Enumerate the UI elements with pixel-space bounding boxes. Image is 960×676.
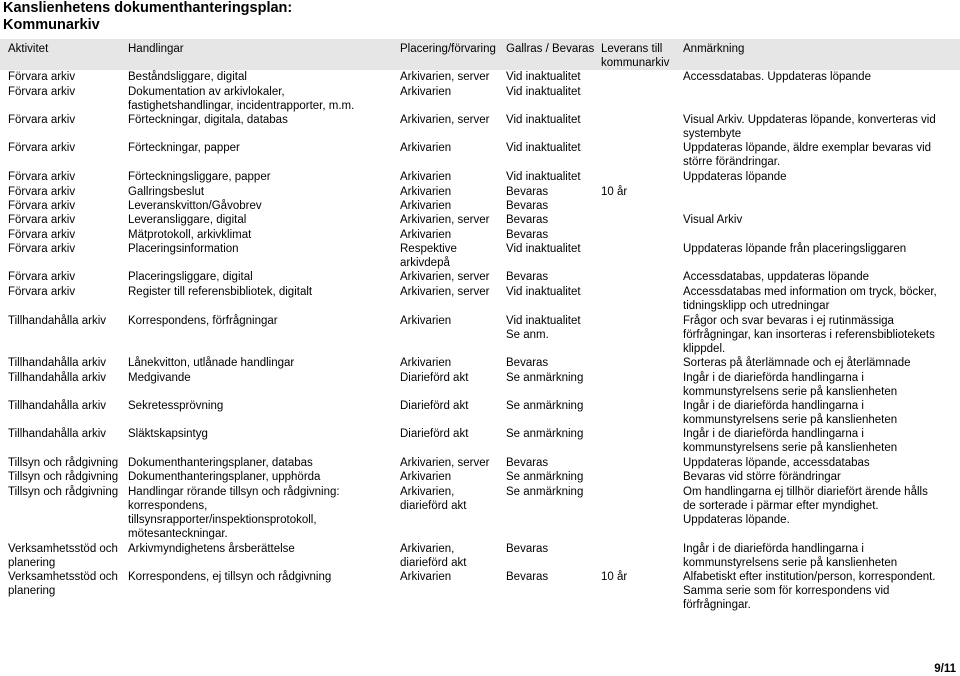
cell-handlingar: Medgivande [128, 372, 191, 384]
cell-placering: Diarieförd akt [400, 372, 469, 384]
cell-handlingar: Placeringsinformation [128, 243, 239, 255]
cell-aktivitet: Förvara arkiv [8, 71, 76, 83]
cell-anmarkning: Sorteras på återlämnade och ej återlämnade [683, 357, 911, 369]
cell-anmarkning: Uppdateras löpande [683, 171, 787, 183]
cell-anmarkning: Ingår i de diarieförda handlingarna i kommunstyrelsens serie på kanslienheten [683, 428, 898, 454]
cell-aktivitet: Tillhandahålla arkiv [8, 315, 107, 327]
cell-handlingar: Förteckningar, digitala, databas [128, 114, 288, 126]
cell-placering: Arkivarien, server [400, 71, 490, 83]
cell-aktivitet: Förvara arkiv [8, 271, 76, 283]
cell-handlingar: Beståndsliggare, digital [128, 71, 247, 83]
cell-gallras: Bevaras [506, 186, 549, 198]
cell-placering: Arkivarien [400, 571, 452, 583]
cell-anmarkning: Bevaras vid större förändringar [683, 471, 841, 483]
title-line-2: Kommunarkiv [3, 17, 100, 33]
cell-anmarkning: Visual Arkiv. Uppdateras löpande, konverteras vid systembyte [683, 114, 936, 140]
cell-handlingar: Korrespondens, ej tillsyn och rådgivning [128, 571, 332, 583]
cell-handlingar: Register till referensbibliotek, digitalt [128, 286, 313, 298]
cell-aktivitet: Förvara arkiv [8, 142, 76, 154]
cell-anmarkning: Accessdatabas. Uppdateras löpande [683, 71, 871, 83]
header-gallras: Gallras / Bevaras [506, 43, 595, 55]
cell-anmarkning: Accessdatabas med information om tryck, böcker, tidningsklipp och utredningar [683, 286, 937, 312]
cell-aktivitet: Tillsyn och rådgivning [8, 486, 119, 498]
cell-gallras: Vid inaktualitet [506, 71, 581, 83]
cell-aktivitet: Verksamhetsstöd och planering [8, 571, 118, 597]
cell-gallras: Se anmärkning [506, 400, 584, 412]
cell-placering: Arkivarien, server [400, 114, 490, 126]
cell-aktivitet: Tillhandahålla arkiv [8, 428, 107, 440]
cell-aktivitet: Tillsyn och rådgivning [8, 471, 119, 483]
cell-leverans: 10 år [601, 186, 628, 198]
cell-handlingar: Leveranskvitton/Gåvobrev [128, 200, 262, 212]
cell-handlingar: Lånekvitton, utlånade handlingar [128, 357, 295, 369]
cell-aktivitet: Förvara arkiv [8, 186, 76, 198]
cell-handlingar: Korrespondens, förfrågningar [128, 315, 278, 327]
cell-gallras: Bevaras [506, 271, 549, 283]
cell-placering: Arkivarien [400, 142, 452, 154]
cell-anmarkning: Uppdateras löpande, äldre exemplar bevaras vid större förändringar. [683, 142, 932, 168]
cell-handlingar: Släktskapsintyg [128, 428, 208, 440]
cell-placering: Arkivarien [400, 229, 452, 241]
cell-handlingar: Mätprotokoll, arkivklimat [128, 229, 252, 241]
cell-aktivitet: Tillhandahålla arkiv [8, 372, 107, 384]
header-anmarkning: Anmärkning [683, 43, 745, 55]
cell-anmarkning: Visual Arkiv [683, 214, 743, 226]
cell-aktivitet: Förvara arkiv [8, 86, 76, 98]
cell-aktivitet: Tillhandahålla arkiv [8, 400, 107, 412]
cell-gallras: Se anmärkning [506, 486, 584, 498]
cell-placering: Arkivarien [400, 186, 452, 198]
cell-aktivitet: Förvara arkiv [8, 243, 76, 255]
cell-anmarkning: Om handlingarna ej tillhör diariefört ärende hålls de sorterade i pärmar efter myndighet. Uppdateras löpande. [683, 486, 928, 526]
cell-gallras: Vid inaktualitet [506, 286, 581, 298]
cell-handlingar: Arkivmyndighetens årsberättelse [128, 543, 295, 555]
cell-handlingar: Dokumentation av arkivlokaler, fastighetshandlingar, incidentrapporter, m.m. [128, 86, 355, 112]
cell-handlingar: Förteckningar, papper [128, 142, 240, 154]
cell-gallras: Bevaras [506, 571, 549, 583]
cell-anmarkning: Uppdateras löpande från placeringsliggaren [683, 243, 907, 255]
cell-handlingar: Förteckningsliggare, papper [128, 171, 271, 183]
cell-handlingar: Leveransliggare, digital [128, 214, 247, 226]
page-number: 9/11 [934, 663, 956, 675]
cell-placering: Arkivarien, diarieförd akt [400, 486, 467, 512]
cell-gallras: Se anmärkning [506, 471, 584, 483]
cell-gallras: Bevaras [506, 214, 549, 226]
cell-placering: Arkivarien [400, 357, 452, 369]
cell-placering: Arkivarien [400, 471, 452, 483]
cell-gallras: Bevaras [506, 229, 549, 241]
cell-handlingar: Dokumenthanteringsplaner, databas [128, 457, 313, 469]
header-placering: Placering/förvaring [400, 43, 496, 55]
cell-leverans: 10 år [601, 571, 628, 583]
cell-gallras: Vid inaktualitet [506, 243, 581, 255]
cell-aktivitet: Förvara arkiv [8, 114, 76, 126]
cell-placering: Arkivarien [400, 200, 452, 212]
cell-gallras: Se anmärkning [506, 428, 584, 440]
cell-placering: Diarieförd akt [400, 428, 469, 440]
cell-placering: Arkivarien [400, 171, 452, 183]
page-title [3, 0, 292, 34]
cell-handlingar: Sekretessprövning [128, 400, 224, 412]
cell-aktivitet: Tillhandahålla arkiv [8, 357, 107, 369]
cell-anmarkning: Ingår i de diarieförda handlingarna i kommunstyrelsens serie på kanslienheten [683, 400, 898, 426]
cell-gallras: Vid inaktualitet [506, 171, 581, 183]
cell-aktivitet: Förvara arkiv [8, 229, 76, 241]
cell-gallras: Vid inaktualitet [506, 142, 581, 154]
cell-anmarkning: Ingår i de diarieförda handlingarna i kommunstyrelsens serie på kanslienheten [683, 543, 898, 569]
cell-gallras: Bevaras [506, 357, 549, 369]
cell-placering: Arkivarien, server [400, 214, 490, 226]
cell-anmarkning: Accessdatabas, uppdateras löpande [683, 271, 870, 283]
cell-aktivitet: Förvara arkiv [8, 286, 76, 298]
cell-placering: Arkivarien, diarieförd akt [400, 543, 467, 569]
cell-aktivitet: Tillsyn och rådgivning [8, 457, 119, 469]
cell-handlingar: Handlingar rörande tillsyn och rådgivning: korrespondens, tillsynsrapporter/inspektionsprotokoll, mötesanteckningar. [128, 486, 340, 540]
header-leverans: Leverans till kommunarkiv [601, 43, 670, 69]
cell-placering: Diarieförd akt [400, 400, 469, 412]
cell-placering: Arkivarien, server [400, 286, 490, 298]
cell-gallras: Bevaras [506, 200, 549, 212]
cell-anmarkning: Uppdateras löpande, accessdatabas [683, 457, 870, 469]
cell-gallras: Bevaras [506, 457, 549, 469]
cell-anmarkning: Frågor och svar bevaras i ej rutinmässiga förfrågningar, kan insorteras i referensbibliotekets klippdel. [683, 315, 935, 355]
cell-aktivitet: Förvara arkiv [8, 171, 76, 183]
cell-placering: Arkivarien [400, 86, 452, 98]
cell-handlingar: Dokumenthanteringsplaner, upphörda [128, 471, 321, 483]
cell-placering: Respektive arkivdepå [400, 243, 457, 269]
cell-anmarkning: Ingår i de diarieförda handlingarna i kommunstyrelsens serie på kanslienheten [683, 372, 898, 398]
cell-gallras: Vid inaktualitet Se anm. [506, 315, 581, 341]
title-line-1: Kanslienhetens dokumenthanteringsplan: [3, 0, 293, 16]
cell-handlingar: Gallringsbeslut [128, 186, 205, 198]
header-aktivitet: Aktivitet [8, 43, 49, 55]
cell-aktivitet: Förvara arkiv [8, 214, 76, 226]
cell-placering: Arkivarien, server [400, 271, 490, 283]
cell-aktivitet: Verksamhetsstöd och planering [8, 543, 118, 569]
header-handlingar: Handlingar [128, 43, 184, 55]
cell-aktivitet: Förvara arkiv [8, 200, 76, 212]
cell-handlingar: Placeringsliggare, digital [128, 271, 253, 283]
cell-gallras: Vid inaktualitet [506, 86, 581, 98]
cell-gallras: Bevaras [506, 543, 549, 555]
cell-gallras: Vid inaktualitet [506, 114, 581, 126]
cell-gallras: Se anmärkning [506, 372, 584, 384]
cell-anmarkning: Alfabetiskt efter institution/person, korrespondent. Samma serie som för korrespondens vid förfrågningar. [683, 571, 936, 611]
cell-placering: Arkivarien, server [400, 457, 490, 469]
cell-placering: Arkivarien [400, 315, 452, 327]
